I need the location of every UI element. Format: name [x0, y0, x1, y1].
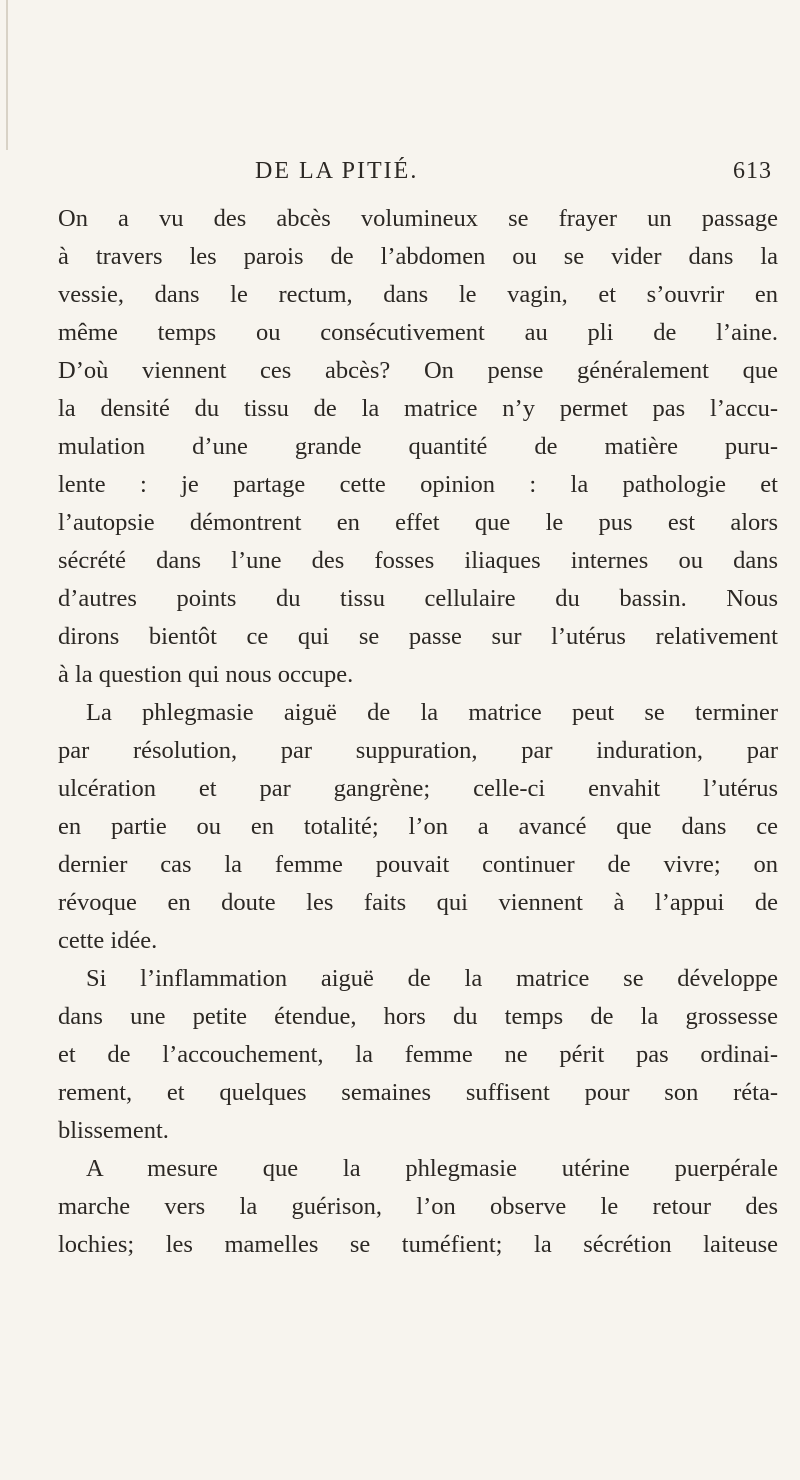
running-head: [255, 158, 780, 198]
text-line: à travers les parois de l’abdomen ou se vider dans la: [58, 243, 778, 270]
text-line: vessie, dans le rectum, dans le vagin, et s’ouvrir en: [58, 281, 778, 308]
text-line: dernier cas la femme pouvait continuer de vivre; on: [58, 851, 778, 878]
text-line: A mesure que la phlegmasie utérine puerpérale: [86, 1155, 778, 1182]
text-line: mulation d’une grande quantité de matière puru-: [58, 433, 778, 460]
text-line: la densité du tissu de la matrice n’y permet pas l’accu-: [58, 395, 778, 422]
text-line: et de l’accouchement, la femme ne périt pas ordinai-: [58, 1041, 778, 1068]
text-line: blissement.: [58, 1117, 169, 1144]
text-line: lochies; les mamelles se tuméfient; la sécrétion laiteuse: [58, 1231, 778, 1258]
text-line: On a vu des abcès volumineux se frayer un passage: [58, 205, 778, 232]
text-line: rement, et quelques semaines suffisent pour son réta-: [58, 1079, 778, 1106]
running-title: DE LA PITIÉ.: [255, 158, 419, 184]
text-line: dans une petite étendue, hors du temps de la grossesse: [58, 1003, 778, 1030]
text-line: D’où viennent ces abcès? On pense généralement que: [58, 357, 778, 384]
text-line: l’autopsie démontrent en effet que le pus est alors: [58, 509, 778, 536]
text-line: en partie ou en totalité; l’on a avancé que dans ce: [58, 813, 778, 840]
text-line: d’autres points du tissu cellulaire du bassin. Nous: [58, 585, 778, 612]
text-line: révoque en doute les faits qui viennent à l’appui de: [58, 889, 778, 916]
text-line: lente : je partage cette opinion : la pathologie et: [58, 471, 778, 498]
text-line: ulcération et par gangrène; celle-ci envahit l’utérus: [58, 775, 778, 802]
text-line: Si l’inflammation aiguë de la matrice se développe: [86, 965, 778, 992]
page-edge: [6, 0, 8, 150]
text-line: cette idée.: [58, 927, 158, 954]
page-number: 613: [733, 158, 772, 184]
text-line: sécrété dans l’une des fosses iliaques internes ou dans: [58, 547, 778, 574]
text-line: La phlegmasie aiguë de la matrice peut se terminer: [86, 699, 778, 726]
text-line: dirons bientôt ce qui se passe sur l’utérus relativement: [58, 623, 778, 650]
text-line: par résolution, par suppuration, par induration, par: [58, 737, 778, 764]
text-line: même temps ou consécutivement au pli de l’aine.: [58, 319, 778, 346]
text-line: à la question qui nous occupe.: [58, 661, 354, 688]
text-line: marche vers la guérison, l’on observe le retour des: [58, 1193, 778, 1220]
